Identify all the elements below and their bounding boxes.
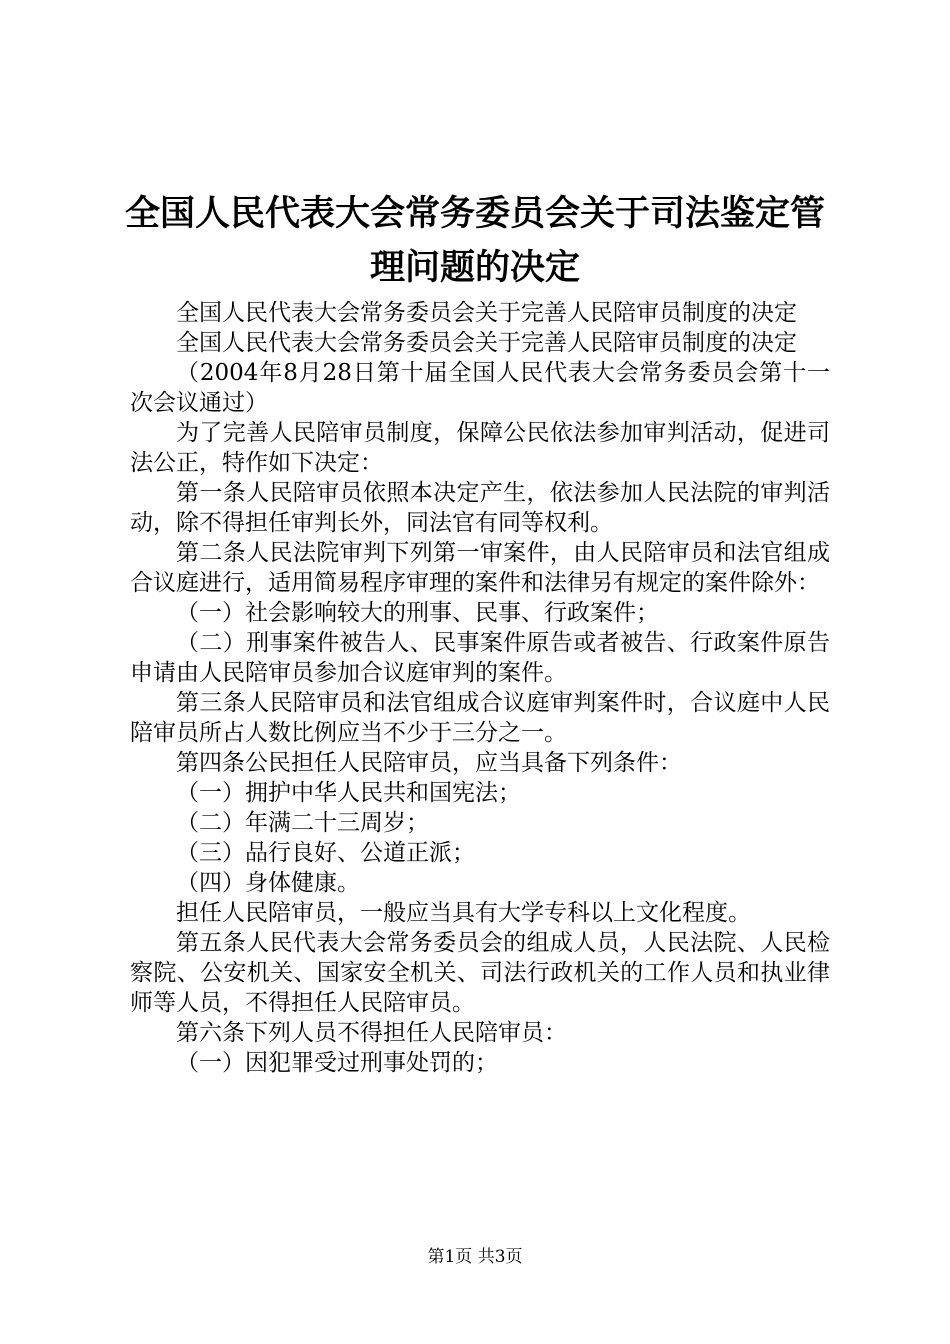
paragraph: 担任人民陪审员，一般应当具有大学专科以上文化程度。 bbox=[176, 900, 751, 926]
paragraph: 全国人民代表大会常务委员会关于完善人民陪审员制度的决定 bbox=[176, 330, 797, 356]
article-2: 第二条人民法院审判下列第一审案件，由人民陪审员和法官组成合议庭进行，适用简易程序审理的案件和法律另有规定的案件除外： bbox=[130, 540, 830, 596]
paragraph: 全国人民代表大会常务委员会关于完善人民陪审员制度的决定 bbox=[176, 300, 797, 326]
list-item: （二）年满二十三周岁； bbox=[176, 810, 429, 836]
list-item: （二）刑事案件被告人、民事案件原告或者被告、行政案件原告申请由人民陪审员参加合议庭审判的案件。 bbox=[130, 630, 830, 686]
article-4: 第四条公民担任人民陪审员，应当具备下列条件： bbox=[176, 750, 682, 776]
article-1: 第一条人民陪审员依照本决定产生，依法参加人民法院的审判活动，除不得担任审判长外，同法官有同等权利。 bbox=[130, 480, 830, 536]
document-title-line-2: 理问题的决定 bbox=[369, 248, 580, 288]
list-item: （一）拥护中华人民共和国宪法； bbox=[176, 780, 521, 806]
article-6: 第六条下列人员不得担任人民陪审员： bbox=[176, 1020, 567, 1046]
article-5: 第五条人民代表大会常务委员会的组成人员，人民法院、人民检察院、公安机关、国家安全机关、司法行政机关的工作人员和执业律师等人员，不得担任人民陪审员。 bbox=[130, 930, 830, 1016]
list-item: （一）社会影响较大的刑事、民事、行政案件； bbox=[176, 600, 659, 626]
article-3: 第三条人民陪审员和法官组成合议庭审判案件时，合议庭中人民陪审员所占人数比例应当不少于三分之一。 bbox=[130, 690, 830, 746]
document-body bbox=[130, 298, 830, 1078]
list-item: （三）品行良好、公道正派； bbox=[176, 840, 475, 866]
list-item: （四）身体健康。 bbox=[176, 870, 360, 896]
list-item: （一）因犯罪受过刑事处罚的； bbox=[176, 1050, 498, 1076]
document-title-line-1: 全国人民代表大会常务委员会关于司法鉴定管 bbox=[124, 194, 825, 234]
page-footer: 第1页 共3页 bbox=[427, 1247, 523, 1267]
paragraph: 为了完善人民陪审员制度，保障公民依法参加审判活动，促进司法公正，特作如下决定： bbox=[130, 420, 830, 476]
paragraph: （2004年8月28日第十届全国人民代表大会常务委员会第十一次会议通过） bbox=[130, 360, 830, 416]
